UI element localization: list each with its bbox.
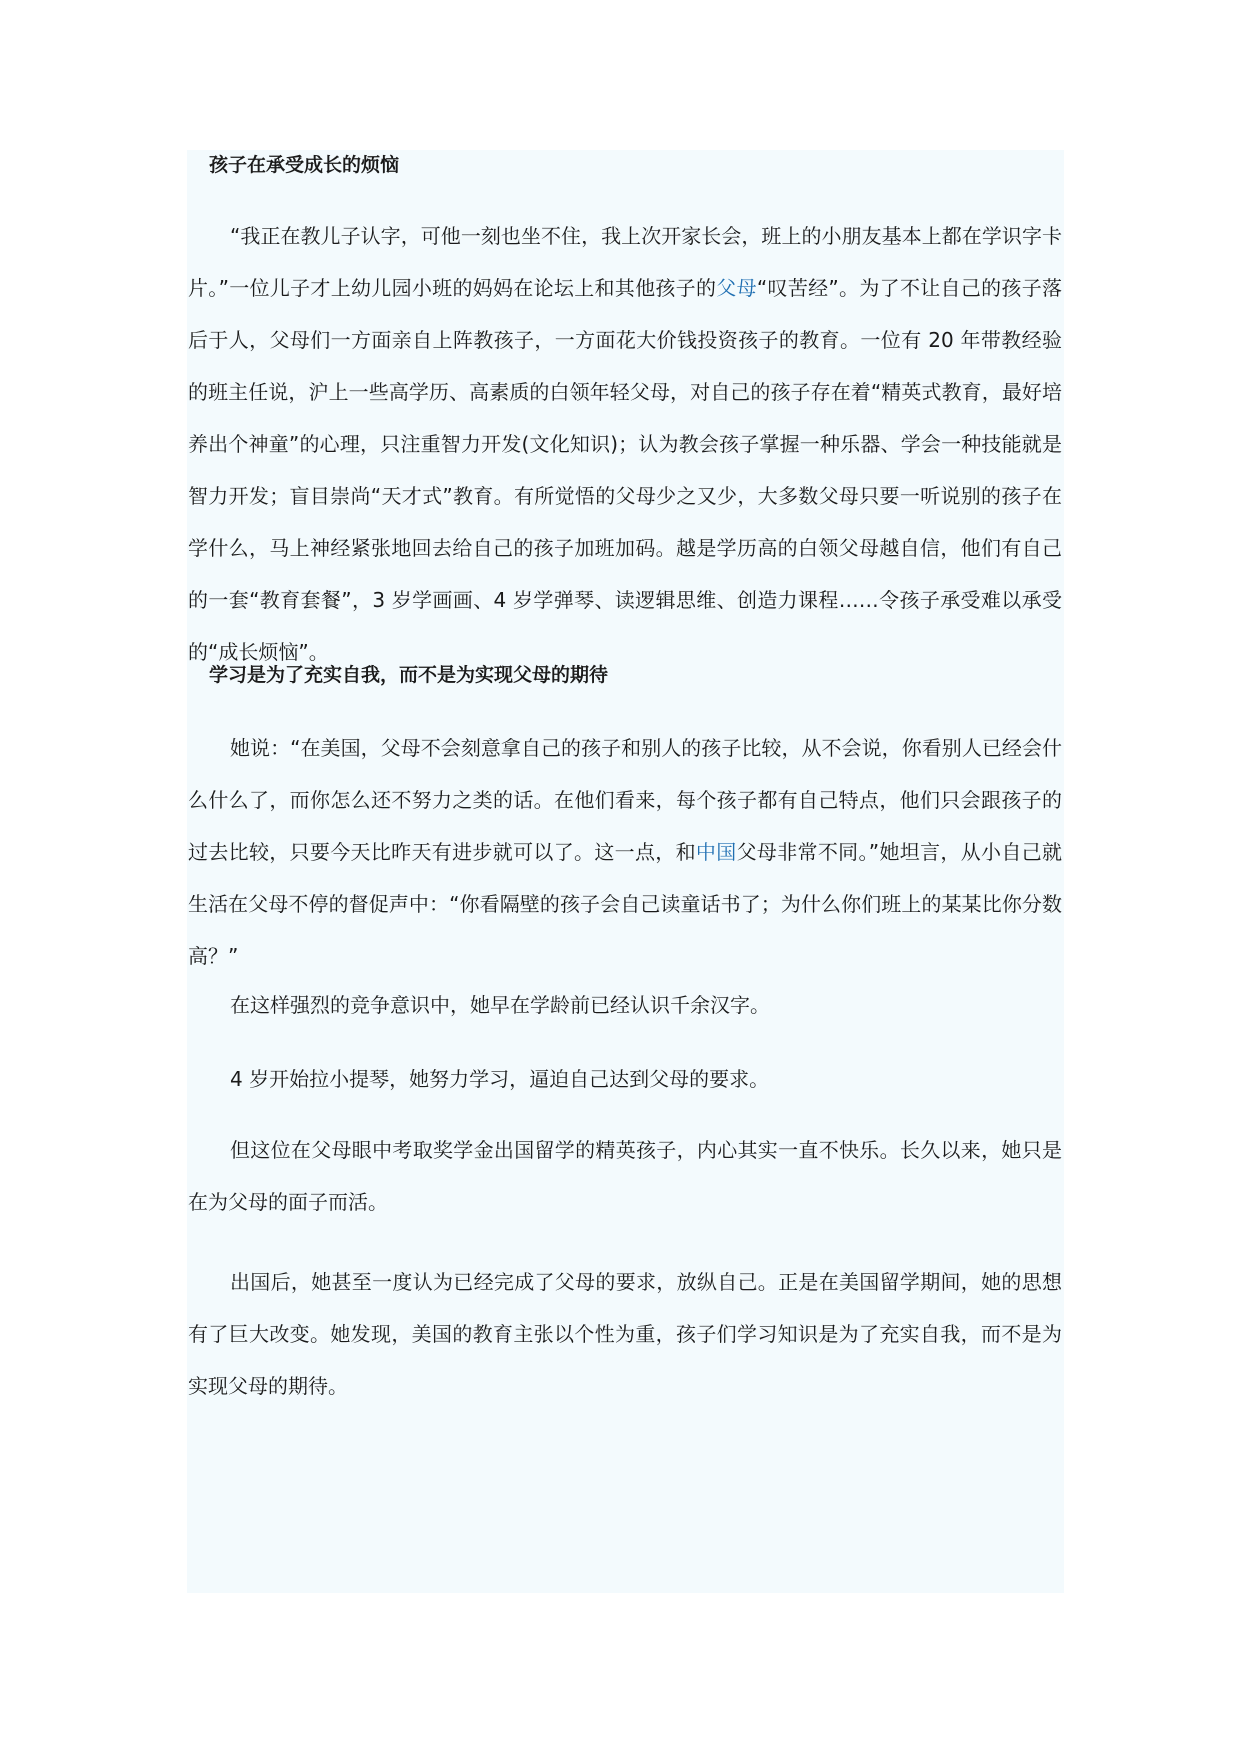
paragraph-american-parents — [188, 722, 1062, 982]
paragraph-text: “叹苦经”。为了不让自己的孩子落后于人，父母们一方面亲自上阵教孩子，一方面花大价钱投资孩子的教育。一位有 20 年带教经验的班主任说，沪上一些高学历、高素质的白领年轻父母，对自己的孩子存在着“精英式教育，最好培养出个神童”的心理，只注重智力开发(文化知识)；认为教会孩子掌握一种乐器、学会一种技能就是智力开发；盲目崇尚“天才式”教育。有所觉悟的父母少之又少，大多数父母只要一听说别的孩子在学什么，马上神经紧张地回去给自己的孩子加班加码。越是学历高的白领父母越自信，他们有自己的一套“教育套餐”，3 岁学画画、4 岁学弹琴、读逻辑思维、创造力课程……令孩子承受难以承受的“成长烦恼”。 — [188, 276, 1062, 664]
article-body — [187, 150, 1064, 1593]
paragraph-study-abroad: 出国后，她甚至一度认为已经完成了父母的要求，放纵自己。正是在美国留学期间，她的思想有了巨大改变。她发现，美国的教育主张以个性为重，孩子们学习知识是为了充实自我，而不是为实现父母的期待。 — [188, 1270, 1062, 1398]
paragraph-competition: 在这样强烈的竞争意识中，她早在学龄前已经认识千余汉字。 — [230, 993, 770, 1017]
paragraph-violin: 4 岁开始拉小提琴，她努力学习，逼迫自己达到父母的要求。 — [230, 1067, 770, 1091]
paragraph-text: 她说：“在美国，父母不会刻意拿自己的孩子和别人的孩子比较，从不会说，你看别人已经会什么什么了，而你怎么还不努力之类的话。在他们看来，每个孩子都有自己特点，他们只会跟孩子的过去比较，只要今天比昨天有进步就可以了。这一点，和 — [188, 736, 1062, 864]
section-heading-growth-troubles: 孩子在承受成长的烦恼 — [209, 154, 400, 176]
section-heading-learning-purpose: 学习是为了充实自我，而不是为实现父母的期待 — [209, 664, 609, 686]
paragraph-parents-complaint — [188, 210, 1062, 678]
china-link[interactable]: 中国 — [695, 840, 737, 864]
parents-link[interactable]: 父母 — [716, 276, 757, 300]
paragraph-elite-child: 但这位在父母眼中考取奖学金出国留学的精英孩子，内心其实一直不快乐。长久以来，她只是在为父母的面子而活。 — [188, 1138, 1062, 1214]
paragraph-text: “我正在教儿子认字，可他一刻也坐不住，我上次开家长会，班上的小朋友基本上都在学识字卡片。”一位儿子才上幼儿园小班的妈妈在论坛上和其他孩子的 — [188, 224, 1062, 300]
paragraph-text: 父母非常不同。”她坦言，从小自己就生活在父母不停的督促声中：“你看隔壁的孩子会自己读童话书了；为什么你们班上的某某比你分数高？” — [188, 840, 1062, 968]
